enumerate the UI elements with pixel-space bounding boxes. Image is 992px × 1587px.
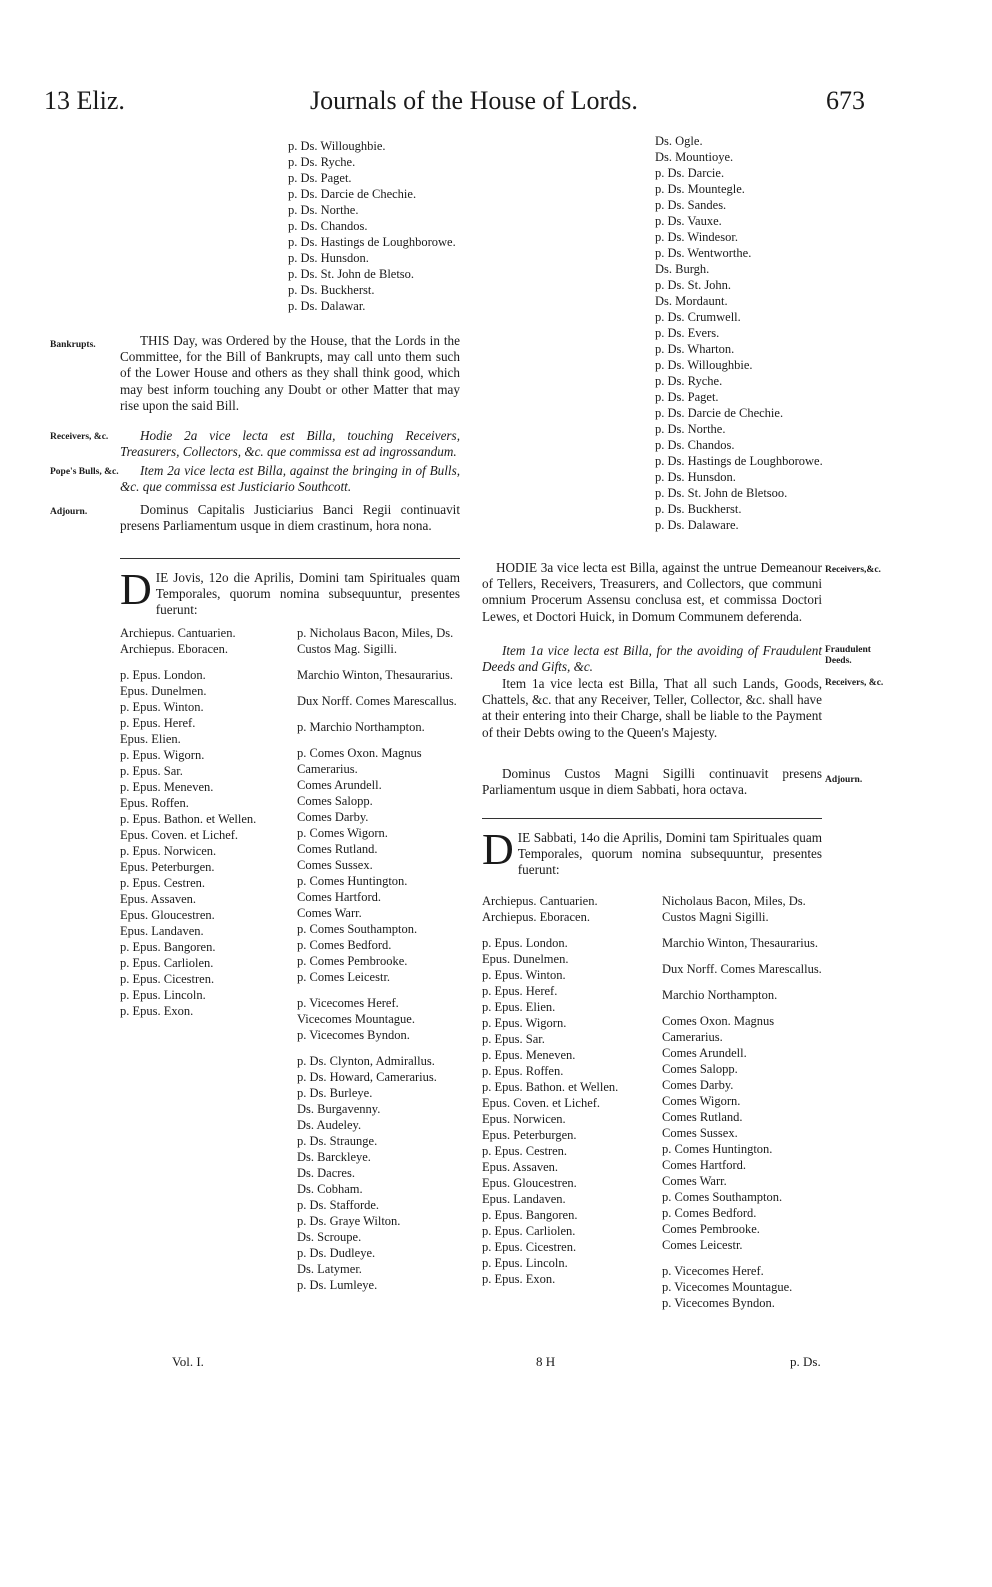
list-item: p. Epus. Exon. — [120, 1004, 194, 1018]
list-item: Archiepus. Eboracen. — [482, 910, 590, 924]
paragraph-fraudulent: Item 1a vice lecta est Billa, for the avoiding of Fraudulent Deeds and Gifts, &c. — [482, 643, 822, 675]
die-sabbati-heading — [482, 825, 822, 879]
list-item: Ds. Ogle. — [655, 134, 703, 148]
list-item: p. Ds. Howard, Camerarius. — [297, 1070, 437, 1084]
list-item: Ds. Mountioye. — [655, 150, 734, 164]
list-item: Ds. Burgavenny. — [297, 1102, 381, 1116]
paragraph-bankrupts: THIS Day, was Ordered by the House, that the Lords in the Committee, for the Bill of Bankrupts, may call unto them such of the Lower House and others as they shall think good, which may best inform touching any Doubt or other Matter that may rise upon the said Bill. — [120, 333, 460, 413]
list-item: Comes Salopp. — [297, 794, 373, 808]
list-item: p. Ds. Hastings de Loughborowe. — [655, 454, 823, 468]
list-item: p. Ds. Paget. — [288, 171, 352, 185]
list-item: p. Epus. Lincoln. — [482, 1256, 568, 1270]
header-regnal-year: 13 Eliz. — [44, 86, 125, 115]
list-item: p. Ds. Evers. — [655, 326, 720, 340]
list-item: p. Ds. Chandos. — [655, 438, 735, 452]
list-item: p. Epus. Elien. — [482, 1000, 556, 1014]
list-item: Vicecomes Mountague. — [297, 1012, 415, 1026]
list-item: Comes Warr. — [297, 906, 362, 920]
list-item: p. Ds. Darcie. — [655, 166, 725, 180]
list-item: p. Vicecomes Mountague. — [662, 1280, 793, 1294]
list-item: p. Epus. London. — [120, 668, 206, 682]
list-item: p. Epus. Heref. — [482, 984, 558, 998]
list-item: Marchio Winton, Thesaurarius. — [662, 936, 818, 950]
list-item: p. Comes Huntington. — [297, 874, 408, 888]
list-item: Archiepus. Cantuarien. — [120, 626, 236, 640]
footer-signature: 8 H — [536, 1354, 556, 1369]
section-rule — [120, 558, 460, 559]
list-item: Epus. Peterburgen. — [482, 1128, 577, 1142]
list-item: Epus. Coven. et Lichef. — [482, 1096, 601, 1110]
list-item: p. Ds. St. John de Bletsoo. — [655, 486, 788, 500]
list-item: Ds. Latymer. — [297, 1262, 362, 1276]
list-item: Comes Sussex. — [297, 858, 373, 872]
list-item: Epus. Assaven. — [482, 1160, 559, 1174]
list-item: Comes Sussex. — [662, 1126, 738, 1140]
list-item: Epus. Elien. — [120, 732, 181, 746]
list-item: Comes Rutland. — [297, 842, 378, 856]
list-item: Comes Arundell. — [662, 1046, 747, 1060]
list-item: p. Epus. Heref. — [120, 716, 196, 730]
list-item: Nicholaus Bacon, Miles, Ds. Custos Magni Sigilli. — [662, 894, 806, 924]
list-item: p. Ds. Hastings de Loughborowe. — [288, 235, 456, 249]
jovis-lords-list — [297, 625, 457, 1293]
list-item: Comes Warr. — [662, 1174, 727, 1188]
list-item: Epus. Landaven. — [482, 1192, 566, 1206]
paragraph-adjourn: Dominus Capitalis Justiciarius Banci Regii continuavit presens Parliamentum usque in diem crastinum, hora nona. — [120, 502, 460, 534]
margin-note-receivers: Receivers, &c. — [50, 432, 109, 442]
list-item: Comes Hartford. — [662, 1158, 747, 1172]
list-item: Dux Norff. Comes Marescallus. — [662, 962, 822, 976]
list-item: p. Ds. Crumwell. — [655, 310, 741, 324]
list-item: p. Ds. Buckherst. — [288, 283, 375, 297]
attendance-list-continued — [288, 138, 456, 314]
list-item: p. Epus. Cestren. — [120, 876, 206, 890]
list-item: Comes Hartford. — [297, 890, 382, 904]
list-item: p. Comes Southampton. — [297, 922, 418, 936]
list-item: Epus. Norwicen. — [482, 1112, 566, 1126]
list-item: p. Epus. Lincoln. — [120, 988, 206, 1002]
list-item: p. Comes Huntington. — [662, 1142, 773, 1156]
dropcap-2: D — [482, 825, 514, 874]
list-item: p. Ds. Willoughbie. — [288, 139, 386, 153]
list-item: Ds. Cobham. — [297, 1182, 363, 1196]
paragraph-hodie-3: HODIE 3a vice lecta est Billa, against the untrue Demeanour of Tellers, Receivers, Treasurers, and Collectors, que communi omnium Procerum Assensu conclusa est, et commissa Doctori Lewes, et Doctori Huick, in Domum Communem deferenda. — [482, 560, 822, 624]
list-item: p. Ds. Wentworthe. — [655, 246, 752, 260]
list-item: p. Epus. Bangoren. — [482, 1208, 578, 1222]
list-item: Ds. Barckleye. — [297, 1150, 371, 1164]
list-item: Dux Norff. Comes Marescallus. — [297, 694, 457, 708]
margin-note-adjourn: Adjourn. — [50, 507, 88, 517]
list-item: p. Epus. Bathon. et Wellen. — [120, 812, 257, 826]
list-item: p. Epus. Meneven. — [482, 1048, 576, 1062]
paragraph-receivers: Hodie 2a vice lecta est Billa, touching Receivers, Treasurers, Collectors, &c. que commissa est ad ingrossandum. — [120, 428, 460, 460]
list-item: p. Marchio Northampton. — [297, 720, 425, 734]
list-item: Marchio Winton, Thesaurarius. — [297, 668, 453, 682]
list-item: Epus. Dunelmen. — [482, 952, 569, 966]
list-item: p. Epus. Exon. — [482, 1272, 556, 1286]
list-item: p. Ds. Ryche. — [288, 155, 356, 169]
list-item: p. Epus. Meneven. — [120, 780, 214, 794]
list-item: Comes Arundell. — [297, 778, 382, 792]
list-item: Epus. Peterburgen. — [120, 860, 215, 874]
list-item: p. Epus. Winton. — [482, 968, 566, 982]
list-item: p. Ds. Stafforde. — [297, 1198, 380, 1212]
list-item: p. Epus. Carliolen. — [120, 956, 214, 970]
list-item: Ds. Scroupe. — [297, 1230, 362, 1244]
list-item: Comes Pembrooke. — [662, 1222, 760, 1236]
list-item: p. Ds. Burleye. — [297, 1086, 373, 1100]
list-item: p. Ds. Wharton. — [655, 342, 735, 356]
list-item: p. Epus. Sar. — [120, 764, 183, 778]
list-item: p. Comes Leicestr. — [297, 970, 391, 984]
list-item: Ds. Dacres. — [297, 1166, 355, 1180]
footer-catchword: p. Ds. — [790, 1354, 821, 1369]
list-item: p. Ds. Northe. — [655, 422, 726, 436]
list-item: p. Ds. Hunsdon. — [288, 251, 369, 265]
list-item: p. Ds. Mountegle. — [655, 182, 745, 196]
paragraph-receivers-lands: Item 1a vice lecta est Billa, That all such Lands, Goods, Chattels, &c. that any Receiver, Teller, Collector, &c. shall have at their entering into their Charge, shall be liable to the Payment of their Debts owing to the Queen's Majesty. — [482, 676, 822, 740]
list-item: Epus. Coven. et Lichef. — [120, 828, 239, 842]
list-item: Archiepus. Eboracen. — [120, 642, 228, 656]
paragraph-adjourn-2: Dominus Custos Magni Sigilli continuavit presens Parliamentum usque in diem Sabbati, hora octava. — [482, 766, 822, 798]
list-item: p. Vicecomes Byndon. — [297, 1028, 410, 1042]
margin-note-adjourn-2: Adjourn. — [825, 775, 863, 785]
list-item: p. Ds. Windesor. — [655, 230, 738, 244]
margin-note-bankrupts: Bankrupts. — [50, 340, 96, 350]
list-item: p. Epus. Winton. — [120, 700, 204, 714]
list-item: p. Comes Pembrooke. — [297, 954, 408, 968]
list-item: p. Ds. St. John. — [655, 278, 732, 292]
list-item: Comes Wigorn. — [662, 1094, 741, 1108]
list-item: p. Ds. Darcie de Chechie. — [288, 187, 417, 201]
list-item: p. Epus. Sar. — [482, 1032, 545, 1046]
list-item: p. Epus. London. — [482, 936, 568, 950]
list-item: p. Ds. Northe. — [288, 203, 359, 217]
list-item: p. Nicholaus Bacon, Miles, Ds. Custos Mag. Sigilli. — [297, 626, 454, 656]
list-item: p. Vicecomes Heref. — [662, 1264, 764, 1278]
list-item: p. Epus. Wigorn. — [482, 1016, 567, 1030]
footer-volume: Vol. I. — [172, 1354, 204, 1369]
list-item: p. Epus. Bangoren. — [120, 940, 216, 954]
list-item: Comes Rutland. — [662, 1110, 743, 1124]
list-item: p. Ds. Lumleye. — [297, 1278, 378, 1292]
die-jovis-text: IE Jovis, 12o die Aprilis, Domini tam Spirituales quam Temporales, quorum nomina subsequuntur, presentes fuerunt: — [155, 570, 460, 618]
list-item: p. Ds. Sandes. — [655, 198, 727, 212]
list-item: p. Ds. Hunsdon. — [655, 470, 736, 484]
list-item: p. Epus. Roffen. — [482, 1064, 564, 1078]
list-item: p. Ds. St. John de Bletso. — [288, 267, 415, 281]
list-item: p. Ds. Chandos. — [288, 219, 368, 233]
list-item: Epus. Gloucestren. — [482, 1176, 577, 1190]
list-item: Comes Salopp. — [662, 1062, 738, 1076]
sabbati-lords-list — [662, 893, 822, 1311]
list-item: Epus. Landaven. — [120, 924, 204, 938]
list-item: p. Ds. Buckherst. — [655, 502, 742, 516]
jovis-bishops-list — [120, 625, 256, 1019]
list-item: p. Comes Bedford. — [662, 1206, 757, 1220]
list-item: p. Comes Bedford. — [297, 938, 392, 952]
dropcap: D — [120, 565, 152, 614]
attendance-list-right-continued — [655, 133, 823, 533]
list-item: p. Ds. Paget. — [655, 390, 719, 404]
list-item: p. Ds. Straunge. — [297, 1134, 378, 1148]
list-item: p. Vicecomes Byndon. — [662, 1296, 775, 1310]
list-item: p. Comes Wigorn. — [297, 826, 388, 840]
list-item: p. Epus. Carliolen. — [482, 1224, 576, 1238]
list-item: p. Ds. Willoughbie. — [655, 358, 753, 372]
header-page-number: 673 — [826, 86, 865, 115]
margin-note-receivers-2: Receivers,&c. — [825, 565, 881, 575]
list-item: Comes Oxon. Magnus Camerarius. — [662, 1014, 775, 1044]
list-item: p. Ds. Dalawar. — [288, 299, 366, 313]
list-item: Marchio Northampton. — [662, 988, 778, 1002]
list-item: p. Comes Southampton. — [662, 1190, 783, 1204]
sabbati-bishops-list — [482, 893, 618, 1287]
list-item: Epus. Gloucestren. — [120, 908, 215, 922]
list-item: Archiepus. Cantuarien. — [482, 894, 598, 908]
list-item: Comes Darby. — [297, 810, 369, 824]
list-item: p. Epus. Cestren. — [482, 1144, 568, 1158]
list-item: p. Epus. Cicestren. — [482, 1240, 577, 1254]
list-item: p. Comes Oxon. Magnus Camerarius. — [297, 746, 422, 776]
list-item: Ds. Audeley. — [297, 1118, 362, 1132]
list-item: p. Ds. Dudleye. — [297, 1246, 376, 1260]
margin-note-receivers-3: Receivers, &c. — [825, 678, 884, 688]
list-item: Comes Leicestr. — [662, 1238, 743, 1252]
list-item: p. Ds. Ryche. — [655, 374, 723, 388]
list-item: p. Ds. Darcie de Chechie. — [655, 406, 784, 420]
list-item: p. Ds. Clynton, Admirallus. — [297, 1054, 435, 1068]
list-item: p. Epus. Bathon. et Wellen. — [482, 1080, 619, 1094]
list-item: p. Epus. Cicestren. — [120, 972, 215, 986]
list-item: Ds. Burgh. — [655, 262, 710, 276]
list-item: p. Vicecomes Heref. — [297, 996, 399, 1010]
list-item: Epus. Dunelmen. — [120, 684, 207, 698]
list-item: p. Epus. Wigorn. — [120, 748, 205, 762]
list-item: p. Ds. Vauxe. — [655, 214, 722, 228]
list-item: Epus. Roffen. — [120, 796, 189, 810]
list-item: Epus. Assaven. — [120, 892, 197, 906]
die-sabbati-text: IE Sabbati, 14o die Aprilis, Domini tam Spirituales quam Temporales, quorum nomina subsequuntur, presentes fuerunt: — [517, 830, 822, 878]
margin-note-popes-bulls: Pope's Bulls, &c. — [50, 467, 119, 477]
list-item: p. Ds. Graye Wilton. — [297, 1214, 401, 1228]
margin-note-fraudulent: Fraudulent Deeds. — [825, 645, 871, 666]
header-title: Journals of the House of Lords. — [310, 86, 638, 115]
paragraph-popes-bulls: Item 2a vice lecta est Billa, against the bringing in of Bulls, &c. que commissa est Justiciario Southcott. — [120, 463, 460, 495]
list-item: p. Ds. Dalaware. — [655, 518, 739, 532]
list-item: Ds. Mordaunt. — [655, 294, 728, 308]
list-item: p. Epus. Norwicen. — [120, 844, 217, 858]
list-item: Comes Darby. — [662, 1078, 734, 1092]
die-jovis-heading — [120, 565, 460, 619]
section-rule-2 — [482, 818, 822, 819]
